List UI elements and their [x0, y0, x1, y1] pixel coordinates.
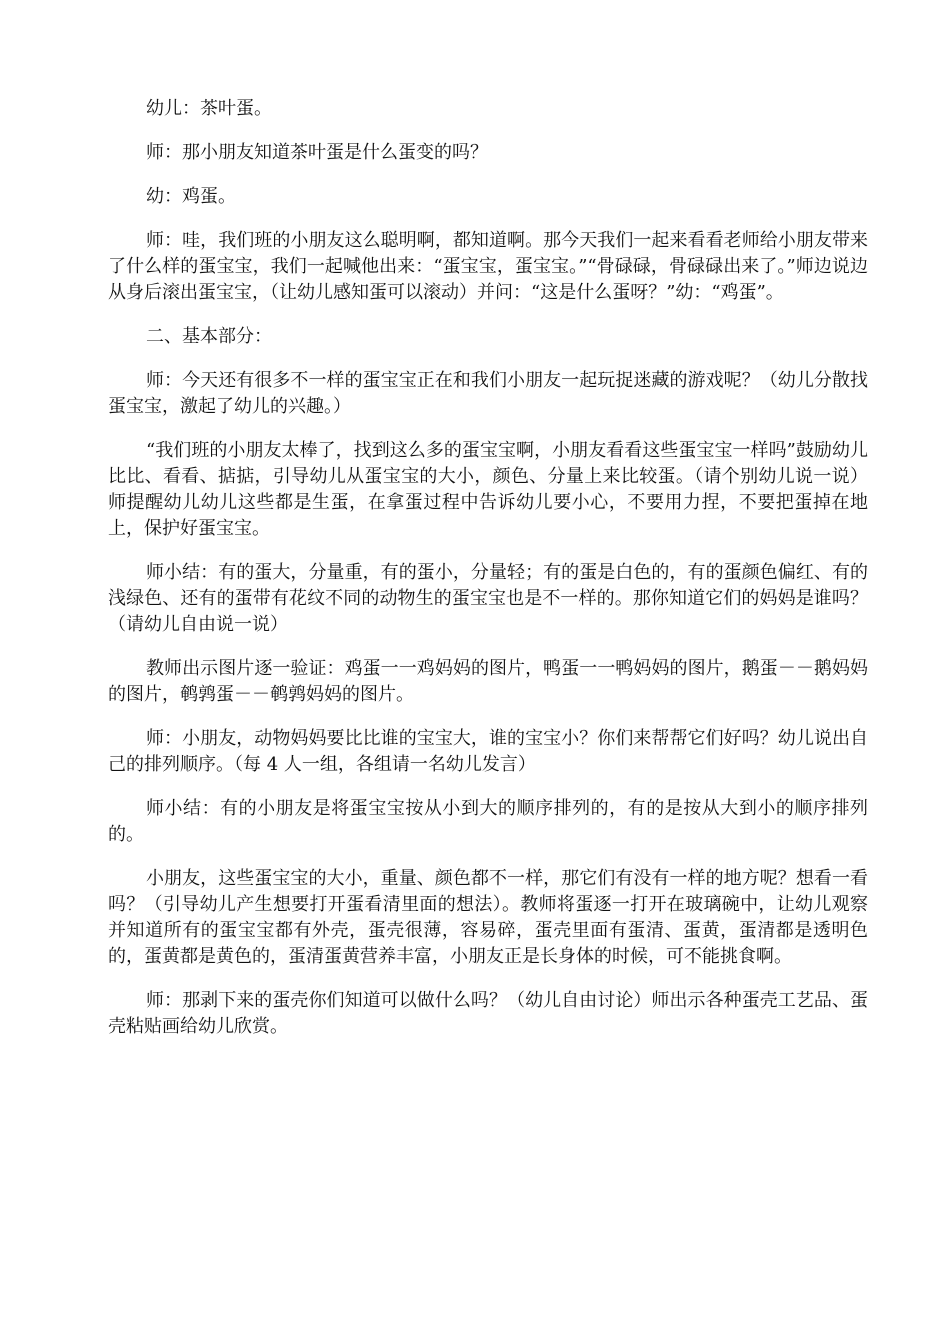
- dialogue-paragraph: 幼：鸡蛋。: [146, 186, 236, 207]
- dialogue-paragraph: 幼儿：茶叶蛋。: [146, 98, 272, 119]
- body-paragraph: 教师出示图片逐一验证：鸡蛋一一鸡妈妈的图片，鸭蛋一一鸭妈妈的图片，鹅蛋－－鹅妈妈的图片，鹌鹑蛋－－鹌鹑妈妈的图片。: [108, 658, 868, 705]
- dialogue-paragraph: 师：哇，我们班的小朋友这么聪明啊，都知道啊。那今天我们一起来看看老师给小朋友带来了什么样的蛋宝宝，我们一起喊他出来：“蛋宝宝，蛋宝宝。”“骨碌碌，骨碌碌出来了。”师边说边从身后滚出蛋宝宝，（让幼儿感知蛋可以滚动）并问：“这是什么蛋呀？”幼：“鸡蛋”。: [108, 230, 868, 303]
- section-heading: 二、基本部分：: [146, 326, 272, 347]
- dialogue-paragraph: 师：那剥下来的蛋壳你们知道可以做什么吗？（幼儿自由讨论）师出示各种蛋壳工艺品、蛋壳粘贴画给幼儿欣赏。: [108, 990, 868, 1037]
- summary-paragraph: 师小结：有的蛋大，分量重，有的蛋小，分量轻；有的蛋是白色的，有的蛋颜色偏红、有的浅绿色、还有的蛋带有花纹不同的动物生的蛋宝宝也是不一样的。那你知道它们的妈妈是谁吗？（请幼儿自由说一说）: [108, 562, 868, 635]
- document-page: [108, 96, 868, 1058]
- body-paragraph: “我们班的小朋友太棒了，找到这么多的蛋宝宝啊，小朋友看看这些蛋宝宝一样吗”鼓励幼儿比比、看看、掂掂，引导幼儿从蛋宝宝的大小，颜色、分量上来比较蛋。（请个别幼儿说一说）师提醒幼儿幼儿这些都是生蛋，在拿蛋过程中告诉幼儿要小心，不要用力捏，不要把蛋掉在地上，保护好蛋宝宝。: [108, 440, 868, 539]
- dialogue-paragraph: 师：小朋友，动物妈妈要比比谁的宝宝大，谁的宝宝小？你们来帮帮它们好吗？幼儿说出自己的排列顺序。（每 4 人一组，各组请一名幼儿发言）: [108, 728, 868, 775]
- dialogue-paragraph: 师：那小朋友知道茶叶蛋是什么蛋变的吗？: [146, 142, 488, 163]
- dialogue-paragraph: 师：今天还有很多不一样的蛋宝宝正在和我们小朋友一起玩捉迷藏的游戏呢？（幼儿分散找蛋宝宝，激起了幼儿的兴趣。）: [108, 370, 868, 417]
- body-paragraph: 小朋友，这些蛋宝宝的大小，重量、颜色都不一样，那它们有没有一样的地方呢？想看一看吗？（引导幼儿产生想要打开蛋看清里面的想法）。教师将蛋逐一打开在玻璃碗中，让幼儿观察并知道所有的蛋宝宝都有外壳，蛋壳很薄，容易碎，蛋壳里面有蛋清、蛋黄，蛋清都是透明色的，蛋黄都是黄色的，蛋清蛋黄营养丰富，小朋友正是长身体的时候，可不能挑食啊。: [108, 868, 868, 967]
- summary-paragraph: 师小结：有的小朋友是将蛋宝宝按从小到大的顺序排列的，有的是按从大到小的顺序排列的。: [108, 798, 868, 845]
